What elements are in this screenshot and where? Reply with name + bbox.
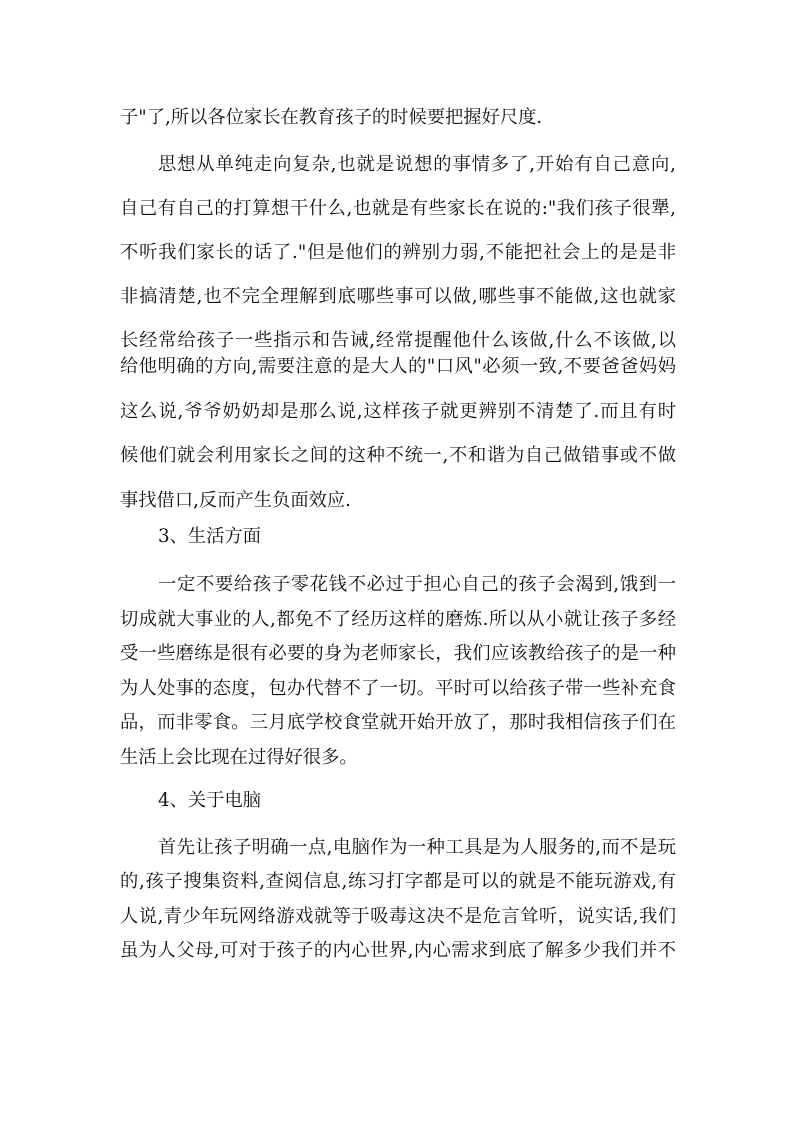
paragraph-line: 为人处事的态度，包办代替不了一切。平时可以给孩子带一些补充食 [120,678,676,699]
paragraph-line: 品，而非零食。三月底学校食堂就开始开放了，那时我相信孩子们在 [120,712,676,733]
paragraph-line: 一定不要给孩子零花钱不必过于担心自己的孩子会渴到,饿到一 [158,574,676,595]
paragraph-line: 候他们就会利用家长之间的这种不统一,不和谐为自己做错事或不做 [120,445,676,466]
paragraph-line: 长经常给孩子一些指示和告诫,经常提醒他什么该做,什么不该做,以 [120,330,676,351]
paragraph-line: 首先让孩子明确一点,电脑作为一种工具是为人服务的,而不是玩 [158,837,676,858]
paragraph-line: 人说,青少年玩网络游戏就等于吸毒这决不是危言耸听，说实话,我们 [120,906,676,927]
paragraph-line: 自己有自己的打算想干什么,也就是有些家长在说的:"我们孩子很犟, [120,198,676,219]
paragraph-line: 的,孩子搜集资料,查阅信息,练习打字都是可以的就是不能玩游戏,有 [120,871,676,892]
section-heading-4: 4、关于电脑 [158,790,262,811]
paragraph-line: 给他明确的方向,需要注意的是大人的"口风"必须一致,不要爸爸妈妈 [120,356,676,377]
paragraph-line: 事找借口,反而产生负面效应. [120,490,351,511]
paragraph-line: 非搞清楚,也不完全理解到底哪些事可以做,哪些事不能做,这也就家 [120,286,676,307]
paragraph-line: 思想从单纯走向复杂,也就是说想的事情多了,开始有自己意向, [158,154,676,175]
paragraph-line: 虽为人父母,可对于孩子的内心世界,内心需求到底了解多少我们并不 [120,940,676,961]
paragraph-line: 这么说,爷爷奶奶却是那么说,这样孩子就更辨别不清楚了.而且有时 [120,401,676,422]
paragraph-line: 不听我们家长的话了."但是他们的辨别力弱,不能把社会上的是是非 [120,242,676,263]
section-heading-3: 3、生活方面 [158,526,262,547]
paragraph-line: 受一些磨练是很有必要的身为老师家长，我们应该教给孩子的是一种 [120,643,676,664]
paragraph-line: 切成就大事业的人,都免不了经历这样的磨炼.所以从小就让孩子多经 [120,609,676,630]
paragraph-line: 生活上会比现在过得好很多。 [120,747,358,768]
paragraph-line: 子"了,所以各位家长在教育孩子的时候要把握好尺度. [120,107,543,128]
